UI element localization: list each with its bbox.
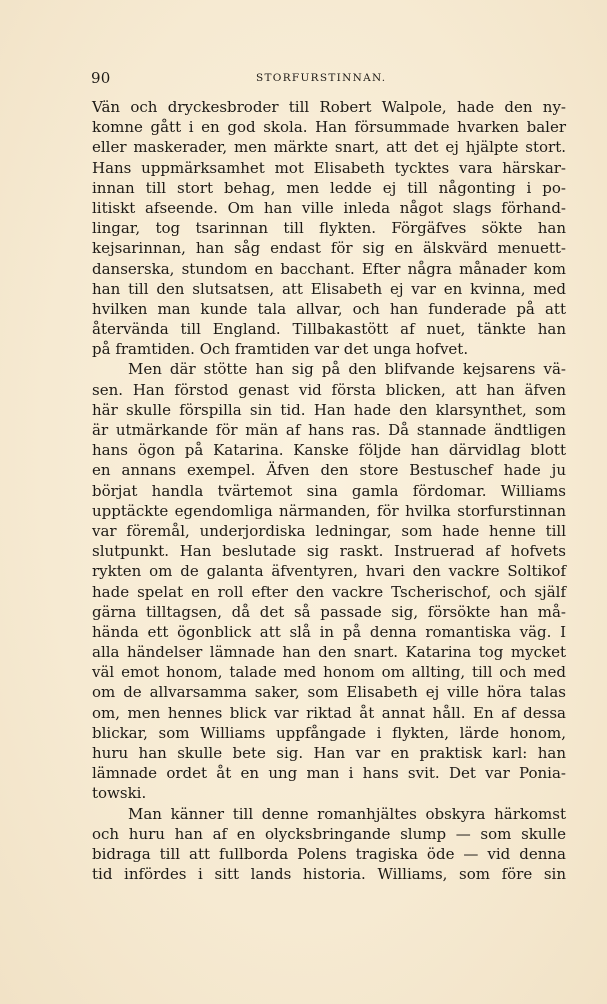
text-line: tid infördes i sitt lands historia. Williams, som före sin — [92, 865, 566, 884]
text-line: lämnade ordet åt en ung man i hans svit. Det var Ponia- — [92, 764, 566, 783]
text-line: hvilken man kunde tala allvar, och han funderade på att — [92, 299, 566, 318]
page-number: 90 — [91, 69, 111, 87]
text-line: hans ögon på Katarina. Kanske följde han därvidlag blott — [92, 441, 566, 460]
text-line: på framtiden. Och framtiden var det unga hofvet. — [92, 340, 469, 359]
text-line: litiskt afseende. Om han ville inleda något slags förhand- — [92, 198, 566, 217]
text-line: om de allvarsamma saker, som Elisabeth ej ville höra talas — [92, 683, 566, 702]
text-line: alla händelser lämnade han den snart. Katarina tog mycket — [92, 643, 566, 662]
text-line: towski. — [92, 784, 147, 803]
text-line: han till den slutsatsen, att Elisabeth ej var en kvinna, med — [92, 279, 566, 298]
text-line: Hans uppmärksamhet mot Elisabeth tycktes vara härskar- — [92, 158, 566, 177]
text-line: är utmärkande för män af hans ras. Då stannade ändtligen — [92, 421, 566, 439]
text-line: upptäckte egendomliga närmanden, för hvilka storfurstinnan — [92, 501, 566, 520]
text-line: innan till stort behag, men ledde ej till någonting i po- — [92, 178, 566, 197]
text-line: Man känner till denne romanhjältes obskyra härkomst — [128, 804, 566, 823]
text-line: en annans exempel. Äfven den store Bestuschef hade ju — [92, 461, 566, 480]
text-line: slutpunkt. Han beslutade sig raskt. Instruerad af hofvets — [92, 542, 566, 561]
text-line: sen. Han förstod genast vid första blicken, att han äfven — [92, 380, 566, 399]
text-line: väl emot honom, talade med honom om allting, till och med — [92, 663, 566, 682]
text-line: rykten om de galanta äfventyren, hvari den vackre Soltikof — [92, 562, 566, 581]
text-line: och huru han af en olycksbringande slump — som skulle — [92, 824, 566, 843]
page-header — [91, 69, 566, 89]
text-line: var föremål, underjordiska ledningar, som hade henne till — [92, 521, 566, 540]
text-line: huru han skulle bete sig. Han var en praktisk karl: han — [92, 744, 566, 762]
body-text — [92, 97, 566, 884]
text-line: komne gått i en god skola. Han försummade hvarken baler — [92, 118, 566, 137]
text-line: gärna tilltagsen, då det så passade sig, försökte han må- — [92, 602, 566, 621]
text-line: kejsarinnan, han såg endast för sig en älskvärd menuett- — [92, 239, 566, 258]
text-line: bidraga till att fullborda Polens tragiska öde — vid denna — [92, 844, 566, 863]
text-line: Vän och dryckesbroder till Robert Walpole, hade den ny- — [92, 98, 566, 116]
text-line: danserska, stundom en bacchant. Efter några månader kom — [92, 259, 566, 278]
text-line: här skulle förspilla sin tid. Han hade den klarsynthet, som — [92, 400, 566, 419]
text-line: lingar, tog tsarinnan till flykten. Förgäfves sökte han — [92, 219, 566, 238]
text-line: eller maskerader, men märkte snart, att det ej hjälpte stort. — [92, 138, 566, 157]
text-line: återvända till England. Tillbakastött af nuet, tänkte han — [92, 320, 566, 339]
text-line: hända ett ögonblick att slå in på denna romantiska väg. I — [92, 622, 566, 641]
text-line: blickar, som Williams uppfångade i flykten, lärde honom, — [92, 723, 566, 742]
text-line: hade spelat en roll efter den vackre Tscherischof, och själf — [92, 582, 566, 601]
running-title: STORFURSTINNAN. — [256, 72, 387, 84]
text-line: börjat handla tvärtemot sina gamla fördomar. Williams — [92, 481, 566, 500]
text-line: om, men hennes blick var riktad åt annat håll. En af dessa — [92, 703, 566, 722]
text-line: Men där stötte han sig på den blifvande kejsarens vä- — [128, 360, 566, 379]
